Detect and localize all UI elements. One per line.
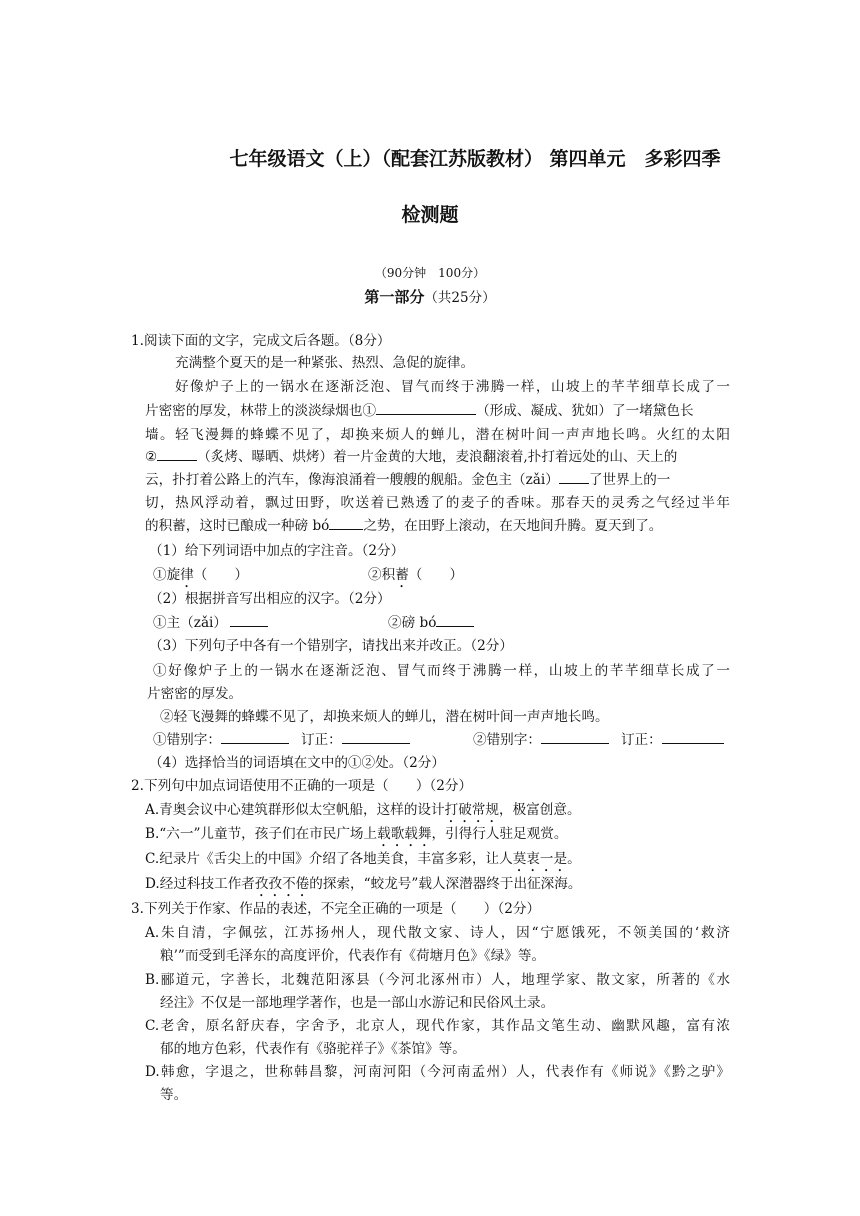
answer-blank[interactable] xyxy=(662,729,724,744)
q2-option-a[interactable] xyxy=(145,799,581,826)
q1-paragraph-line: 切，热风浮动着，飘过田野，吹送着已熟透了的麦子的香味。那春天的灵秀之气经过半年 xyxy=(145,495,730,511)
text-segment: D.经过科技工作者 xyxy=(145,876,255,892)
q3-option-a-cont: 粮’”而受到毛泽东的高度评价，代表作有《荷塘月色》《绿》等。 xyxy=(160,948,546,964)
q1-sub-3-sentence-1-cont: 片密密的厚发。 xyxy=(147,686,243,702)
answer-blank[interactable] xyxy=(342,729,410,744)
text-segment: ②磅 bó xyxy=(388,615,437,631)
text-segment: 订正： xyxy=(620,732,662,748)
dotted-char: 律 xyxy=(180,567,194,583)
text-segment: ，极富创意。 xyxy=(498,802,581,818)
q2-option-d[interactable] xyxy=(145,873,581,900)
part-heading xyxy=(0,286,860,307)
q1-paragraph-line xyxy=(145,469,670,491)
q1-paragraph-line xyxy=(145,515,662,537)
q1-sub-3-sentence-1: ①好像炉子上的一锅水在逐渐泛泡、冒气而终于沸腾一样，山坡上的芊芊细草长成了一 xyxy=(153,663,730,679)
blank-2[interactable] xyxy=(157,446,197,461)
exam-title: 七年级语文（上）（配套江苏版教材） 第四单元 多彩四季 xyxy=(229,148,721,170)
q2-stem: 2.下列句中加点词语使用不正确的一项是（ ）（2分） xyxy=(131,778,473,794)
q3-option-b-cont: 经注》不仅是一部地理学著作，也是一部山水游记和民俗风土录。 xyxy=(160,995,555,1011)
q1-sub-3-sentence-2: ②轻飞漫舞的蜂蝶不见了，却换来烦人的蝉儿，潜在树叶间一声声地长鸣。 xyxy=(160,709,609,725)
text-segment: （炙烤、曝晒、烘烤）着一片金黄的大地，麦浪翻滚着,扑打着远处的山、天上的 xyxy=(197,449,678,465)
part-score: （共25分） xyxy=(424,290,496,306)
q2-option-c[interactable] xyxy=(145,848,581,875)
answer-paren[interactable]: （ ） xyxy=(408,567,464,583)
q1-stem: 1.阅读下面的文字，完成文后各题。（8分） xyxy=(131,333,391,349)
blank-bo[interactable] xyxy=(329,515,363,530)
text-segment: ①旋 xyxy=(153,567,181,583)
text-segment: B.“六一”儿童节，孩子们在市民广场上 xyxy=(145,826,378,842)
time-score: （90分钟 100分） xyxy=(374,266,486,280)
text-segment: 的积蓄，这时已酿成一种磅 bó xyxy=(145,518,330,534)
text-segment: 。 xyxy=(567,851,581,867)
text-segment: A.青奥会议中心建筑群形似太空帆船，这样的设计 xyxy=(145,802,445,818)
q3-option-b[interactable]: B.郦道元，字善长，北魏范阳涿县（今河北涿州市）人，地理学家、散文家，所著的《水 xyxy=(145,972,730,988)
q1-sub-1: （1）给下列词语中加点的字注音。（2分） xyxy=(149,543,405,559)
blank-1[interactable] xyxy=(376,400,476,415)
text-segment: ①主（zǎi） xyxy=(153,615,227,631)
text-segment: 的探索，“蛟龙号”载人深潜器终于出征深海。 xyxy=(309,876,582,892)
exam-subtitle: 检测题 xyxy=(401,204,459,226)
dotted-phrase: 打破常规 xyxy=(444,802,499,818)
dotted-phrase: 载歌载舞 xyxy=(377,826,432,842)
text-segment: 之势，在田野上滚动，在天地间升腾。夏天到了。 xyxy=(363,518,663,534)
q1-sub-3-answer-1 xyxy=(153,729,410,751)
dotted-char: 蓄 xyxy=(395,567,409,583)
text-segment: 云，扑打着公路上的汽车，像海浪涌着一艘艘的舰船。金色主（zǎi） xyxy=(145,472,559,488)
text-segment: C.纪录片《舌尖上的中国》介绍了各地美食，丰富多彩，让人 xyxy=(145,851,513,867)
answer-blank[interactable] xyxy=(541,729,609,744)
part-title: 第一部分 xyxy=(364,288,425,306)
answer-paren[interactable]: （ ） xyxy=(193,567,249,583)
q3-option-d[interactable]: D.韩愈，字退之，世称韩昌黎，河南河阳（今河南孟州）人，代表作有《师说》《黔之驴》 xyxy=(145,1064,730,1080)
text-segment: ①错别字： xyxy=(153,732,221,748)
answer-blank[interactable] xyxy=(230,612,268,627)
q1-sub-1-item-1 xyxy=(153,564,248,591)
answer-blank[interactable] xyxy=(221,729,289,744)
q1-sub-2: （2）根据拼音写出相应的汉字。（2分） xyxy=(149,591,391,607)
q3-option-c-cont: 郁的地方色彩，代表作有《骆驼祥子》《茶馆》等。 xyxy=(160,1041,466,1057)
q3-option-d-cont: 等。 xyxy=(160,1087,188,1103)
text-segment: ，引得行人驻足观赏。 xyxy=(431,826,568,842)
text-segment: 片密密的厚发，林带上的淡淡绿烟也① xyxy=(145,403,377,419)
dotted-phrase: 莫衷一是 xyxy=(512,851,568,867)
q1-paragraph-line: 好像炉子上的一锅水在逐渐泛泡、冒气而终于沸腾一样，山坡上的芊芊细草长成了一 xyxy=(175,379,730,395)
q1-sub-2-item-2 xyxy=(388,612,474,634)
q1-sub-3-answer-2 xyxy=(473,729,724,751)
text-segment: 订正： xyxy=(300,732,342,748)
q1-paragraph-1: 充满整个夏天的是一种紧张、热烈、急促的旋律。 xyxy=(175,355,475,371)
q1-paragraph-line xyxy=(145,446,677,468)
text-segment: ②积 xyxy=(368,567,396,583)
text-segment: ②错别字： xyxy=(473,732,541,748)
text-segment: 了世界上的一 xyxy=(588,472,671,488)
answer-blank[interactable] xyxy=(436,612,474,627)
q1-sub-1-item-2 xyxy=(368,564,463,591)
blank-zai[interactable] xyxy=(559,469,589,484)
q1-sub-4: （4）选择恰当的词语填在文中的①②处。（2分） xyxy=(149,755,445,771)
q3-stem: 3.下列关于作家、作品的表述，不完全正确的一项是（ ）（2分） xyxy=(131,901,541,917)
text-segment: （形成、凝成、犹如）了一堵黛色长 xyxy=(476,403,694,419)
q1-paragraph-line: 墙。轻飞漫舞的蜂蝶不见了，却换来烦人的蝉儿，潜在树叶间一声声地长鸣。火红的太阳 xyxy=(145,427,730,443)
dotted-phrase: 孜孜不倦 xyxy=(254,876,310,892)
q2-option-b[interactable] xyxy=(145,823,567,850)
q1-sub-2-item-1 xyxy=(153,612,268,634)
text-segment: ② xyxy=(145,449,158,465)
q3-option-c[interactable]: C.老舍，原名舒庆春，字舍予，北京人，现代作家，其作品文笔生动、幽默风趣，富有浓 xyxy=(145,1018,730,1034)
q1-sub-3: （3）下列句子中各有一个错别字，请找出来并改正。（2分） xyxy=(149,638,513,654)
q1-paragraph-line xyxy=(145,400,694,422)
q3-option-a[interactable]: A.朱自清，字佩弦，江苏扬州人，现代散文家、诗人，因“宁愿饿死，不领美国的‘救济 xyxy=(145,925,730,941)
